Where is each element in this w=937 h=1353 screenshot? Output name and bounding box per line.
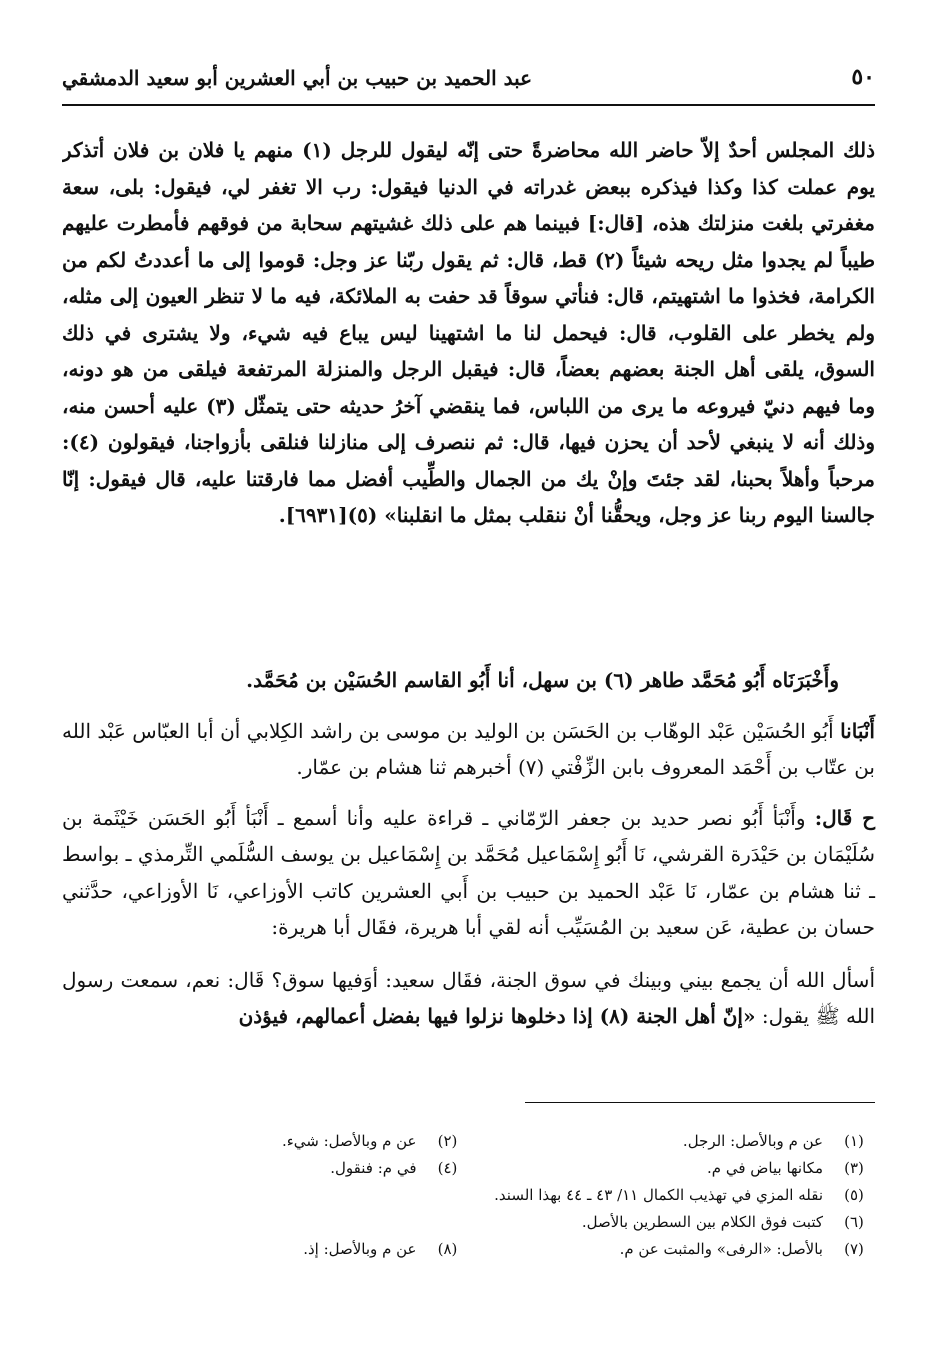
footnote-row [62,1182,875,1209]
matn-quote: «إنّ أهل الجنة (٨) إذا دخلوها نزلوا فيها بفضل أعمالهم، فيؤذن [238,1004,756,1028]
footnote-number: (٦) [844,1213,864,1231]
footnote-text: عن م وبالأصل: شيء. [281,1132,417,1150]
footnote-5 [62,1182,875,1209]
footnote-1 [469,1128,876,1155]
main-text [62,132,875,1035]
footnote-number: (١) [844,1132,864,1150]
footnote-7 [469,1236,876,1263]
footnote-3 [469,1155,876,1182]
footnote-2 [62,1128,469,1155]
footnote-number: (٤) [437,1159,458,1177]
footnotes [62,1128,875,1263]
footnote-row [62,1155,875,1182]
paragraph-isnad-1: وأَخْبَرَنَاه أَبُو مُحَمَّد طاهر (٦) بن سهل، أنا أَبُو القاسم الحُسَيْن بن مُحَمَّد. [246,668,839,692]
footnote-number: (٧) [844,1240,864,1258]
page-number: ٥٠ [851,64,875,90]
paragraph-hadith-text: ذلك المجلس أحدٌ إلاّ حاضر الله محاضرةً حتى إنّه ليقول للرجل (١) منهم يا فلان بن فلان أتذكر يوم عملت كذا وكذا فيذكره ببعض غدراته في الدنيا فيقول: رب الا تغفر لي، فيقول: بلى، سعة مغفرتي بلغت منزلتك هذه، [قال:] فبينما هم على ذلك غشيتهم سحابة من فوقهم فأمطرت عليهم طيباً لم يجدوا مثل ريحه شيئاً (٢) قط، قال: ثم يقول ربّنا عز وجل: قوموا إلى ما أعددتُ لكم من الكرامة، فخذوا ما اشتهيتم، قال: فنأتي سوقاً قد حفت به الملائكة، فيه ما لا تنظر العيون إلى مثله، ولم يخطر على القلوب، قال: فيحمل لنا ما اشتهينا ليس يباع فيه شيء، ولا يشترى في ذلك السوق، يلقى أهل الجنة بعضهم بعضاً، قال: فيقبل الرجل والمنزلة المرتفعة فيلقى من هو دونه، وما فيهم دنيّ فيروعه ما يرى من اللباس، فما ينقضي آخرُ حديثه حتى يتمثّل (٣) عليه أحسن منه، وذلك أنه لا ينبغي لأحد أن يحزن فيها، قال: ثم ننصرف إلى منازلنا فنلقى بأزواجنا، فيقولون (٤): مرحباً وأهلاً بحبنا، لقد جئتَ وإنْ يك من الجمال والطِّيب أفضل مما فارقتنا عليه، قال فيقول: إنّا جالسنا اليوم ربنا عز وجل، ويحقُّنا أنْ ننقلب بمثل ما انقلبنا» (٥)[٦٩٣١]. [62,138,875,527]
isnad-2-text: أَبُو الحُسَيْن عَبْد الوهّاب بن الحَسَن بن الوليد بن موسى بن راشد الكِلابي أن أبا العبّاس عَبْد الله بن عتّاب بن أَحْمَد المعروف بابن الزِّفْتي (٧) أخبرهم ثنا هشام بن عمّار. [62,718,875,779]
footnote-number: (٣) [844,1159,864,1177]
footnote-number: (٨) [437,1240,458,1258]
footnote-text: في م: فنقول. [330,1159,417,1177]
footnote-text: بالأصل: «الرفى» والمثبت عن م. [619,1240,823,1258]
footnote-text: كتبت فوق الكلام بين السطرين بالأصل. [581,1213,823,1231]
matn-text: أسأل الله أن يجمع بيني وبينك في سوق الجنة، فقَال سعيد: أوَفيها سوق؟ قَال: نعم، سمعت رسول الله ﷺ يقول: [62,967,875,1028]
footnote-number: (٢) [437,1132,458,1150]
footnote-text: مكانها بياض في م. [707,1159,823,1177]
footnote-text: نقله المزي في تهذيب الكمال ١١/ ٤٣ ـ ٤٤ بهذا السند. [494,1186,823,1204]
paragraph-isnad-2 [62,713,875,786]
paragraph-isnad-3 [62,800,875,946]
footnote-row [62,1236,875,1263]
running-title: عبد الحميد بن حبيب بن أبي العشرين أبو سعيد الدمشقي [62,66,533,90]
footnote-6 [62,1209,875,1236]
footnote-4 [62,1155,469,1182]
isnad-3-text: وأَنْبَأ أَبُو نصر حديد بن جعفر الرّمّاني ـ قراءة عليه وأنا أسمع ـ أَنْبَأ أَبُو الحَسَن خَيْثَمة بن سُلَيْمَان بن حَيْدَرة القرشي، نَا أَبُو إِسْمَاعيل مُحَمَّد بن إِسْمَاعيل بن يوسف السُّلَمي التِّرمذي ـ بواسط ـ ثنا هشام بن عمّار، نَا عَبْد الحميد بن حبيب بن أَبي العشرين كاتب الأوزاعي، نَا الأوزاعي، حدَّثني حسان بن عطية، عَن سعيد بن المُسَيِّب أنه لقي أبا هريرة، فقَال أبا هريرة: [62,805,875,939]
footnote-row [62,1209,875,1236]
footnote-text: عن م وبالأصل: الرجل. [682,1132,823,1150]
footnote-row [62,1128,875,1155]
footnote-text: عن م وبالأصل: إذ. [303,1240,417,1258]
page-header [62,58,875,106]
header-rule [62,104,875,106]
isnad-lead-word: ح قَال: [814,805,875,830]
footnote-8 [62,1236,469,1263]
isnad-lead-word: أَنْبَانا [840,718,875,743]
paragraph-matn [62,962,875,1035]
footnote-separator [525,1102,875,1103]
footnote-number: (٥) [844,1186,864,1204]
